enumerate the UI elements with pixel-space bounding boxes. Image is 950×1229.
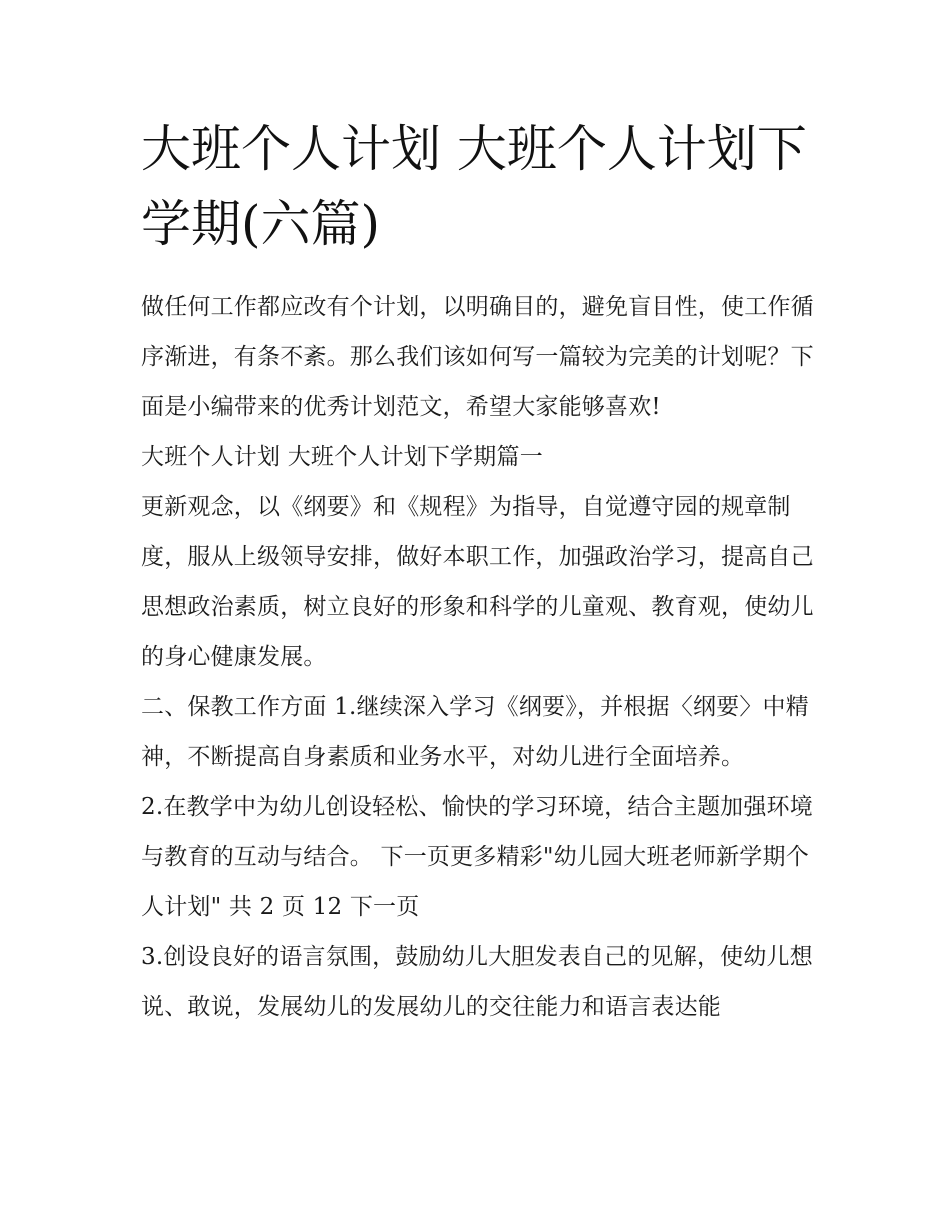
intro-paragraph: 做任何工作都应改有个计划，以明确目的，避免盲目性，使工作循序渐进，有条不紊。那么我们该如何写一篇较为完美的计划呢？下面是小编带来的优秀计划范文，希望大家能够喜欢! xyxy=(141,294,814,420)
section-heading: 大班个人计划 大班个人计划下学期篇一 xyxy=(141,444,543,470)
document-title: 大班个人计划 大班个人计划下学期(六篇) xyxy=(141,120,807,253)
document-body xyxy=(141,282,821,1032)
paragraph-2: 二、保教工作方面 1.继续深入学习《纲要》，并根据〈纲要〉中精神，不断提高自身素质和业务水平，对幼儿进行全面培养。 xyxy=(141,694,809,770)
paragraph-4: 3.创设良好的语言氛围，鼓励幼儿大胆发表自己的见解，使幼儿想说、敢说，发展幼儿的发展幼儿的交往能力和语言表达能 xyxy=(141,944,813,1020)
document-page xyxy=(141,112,821,1032)
paragraph-1: 更新观念，以《纲要》和《规程》为指导，自觉遵守园的规章制度，服从上级领导安排，做好本职工作，加强政治学习，提高自己思想政治素质，树立良好的形象和科学的儿童观、教育观，使幼儿的身心健康发展。 xyxy=(141,494,814,670)
paragraph-3: 2.在教学中为幼儿创设轻松、愉快的学习环境，结合主题加强环境与教育的互动与结合。 下一页更多精彩"幼儿园大班老师新学期个人计划" 共 2 页 12 下一页 xyxy=(141,794,813,920)
